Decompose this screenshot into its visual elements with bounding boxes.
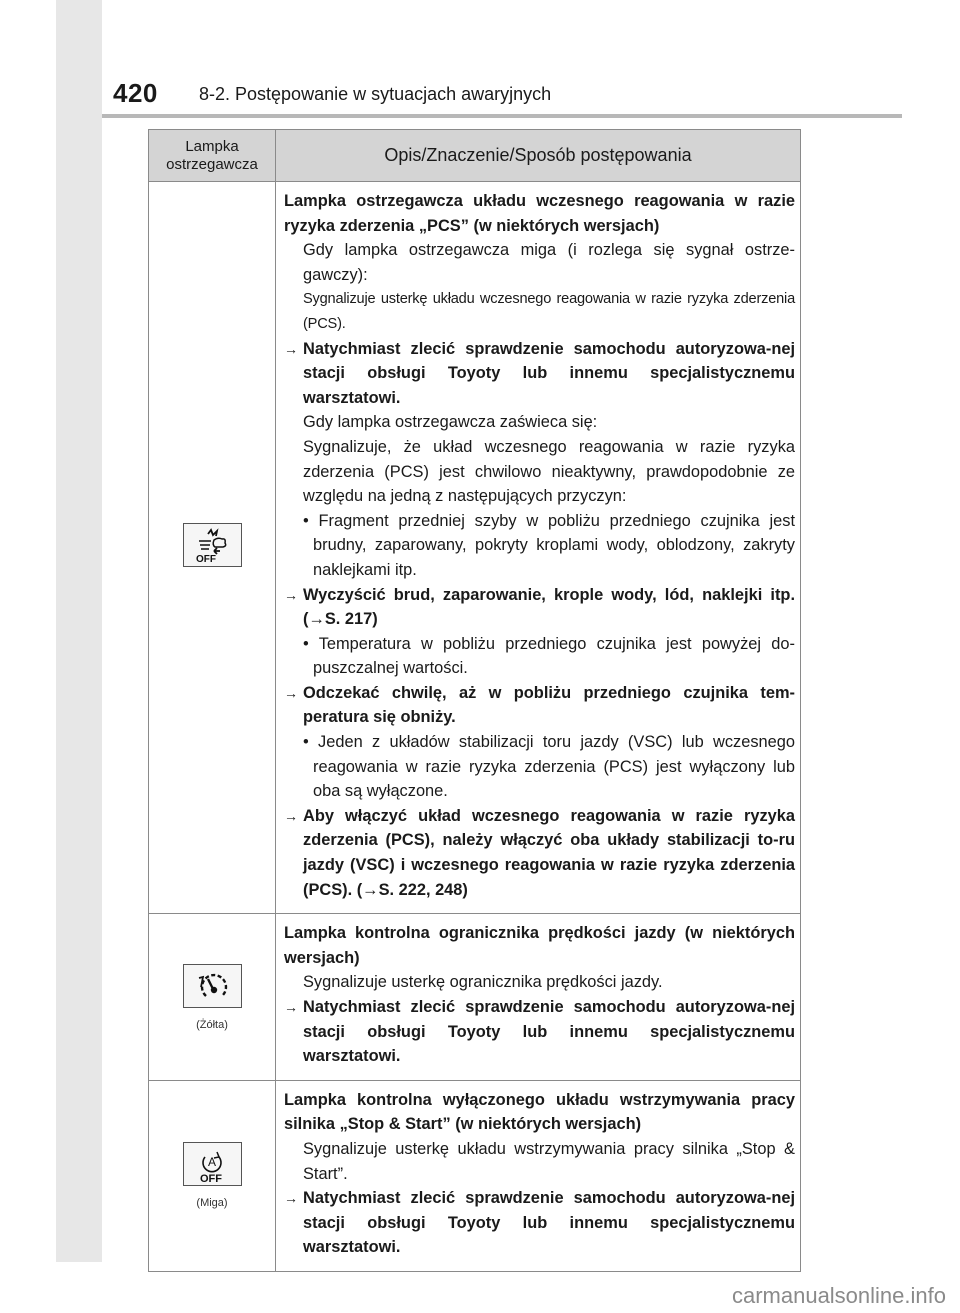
arrow-icon: → [284,999,298,1015]
description-paragraph: Sygnalizuje usterkę ogranicznika prędkości jazdy. [303,973,663,992]
margin-band [56,0,102,1262]
arrow-icon: → [284,1190,298,1207]
action-instruction: → Natychmiast zlecić sprawdzenie samochodu autoryzowa-nej stacji obsługi Toyoty lub innemu specjalistycznemu warsztatowi. [284,995,795,1069]
action-instruction: → Natychmiast zlecić sprawdzenie samochodu autoryzowa-nej stacji obsługi Toyoty lub innemu specjalistycznemu warsztatowi. [284,337,795,411]
watermark: carmanualsonline.info [731,1283,946,1308]
description-paragraph: Sygnalizuje usterkę układu wstrzymywania pracy silnika „Stop & Start”. [303,1139,795,1183]
action-instruction: → Natychmiast zlecić sprawdzenie samochodu autoryzowa-nej stacji obsługi Toyoty lub innemu specjalistycznemu warsztatowi. [284,1186,795,1260]
lamp-title: Lampka kontrolna wyłączonego układu wstrzymywania pracy silnika „Stop & Start” (w niektórych wersjach) [284,1090,795,1134]
lamp-cell [149,1080,276,1271]
description-paragraph: Sygnalizuje, że układ wczesnego reagowania w razie ryzyka zderzenia (PCS) jest chwilowo nieaktywny, prawdopodobnie ze względu na jedną z następujących przyczyn: [303,437,795,506]
arrow-icon: → [284,807,298,824]
lamp-color-caption: (Żółta) [196,1018,228,1031]
action-instruction: → Aby włączyć układ wczesnego reagowania w razie ryzyka zderzenia (PCS), należy włączyć oba układy stabilizacji to-ru jazdy (VSC) i wczesnego reagowania w razie ryzyka zderzenia (PCS). (→S. 222, 248) [284,804,795,902]
column-header-lamp: Lampka ostrzegawcza [149,130,276,182]
cause-bullet: • Fragment przedniej szyby w pobliżu przedniego czujnika jest brudny, zaparowany, pokryty kroplami wody, oblodzony, zakryty naklejkami itp. [303,511,795,579]
description-cell [276,182,801,914]
table-header-row [149,130,801,182]
warning-lamp-table [148,129,801,1272]
table-row [149,182,801,914]
description-paragraph: Sygnalizuje usterkę układu wczesnego reagowania w razie ryzyka zderzenia (PCS). [303,291,795,332]
lamp-cell [149,182,276,914]
table-row [149,914,801,1081]
arrow-icon: → [284,340,298,357]
stop-start-off-icon [183,1142,242,1186]
description-cell [276,914,801,1081]
cause-bullet: • Jeden z układów stabilizacji toru jazdy (VSC) lub wczesnego reagowania w razie ryzyka zderzenia (PCS) jest wyłączony lub oba są wyłączone. [303,733,795,801]
description-paragraph: Gdy lampka ostrzegawcza miga (i rozlega się sygnał ostrze-gawczy): [303,241,795,284]
lamp-cell [149,914,276,1081]
table-row [149,1080,801,1271]
pcs-off-icon [183,523,242,567]
column-header-description: Opis/Znaczenie/Sposób postępowania [276,130,801,182]
description-paragraph: Gdy lampka ostrzegawcza zaświeca się: [303,413,598,432]
action-instruction: → Wyczyścić brud, zaparowanie, krople wody, lód, naklejki itp. (→S. 217) [284,583,795,632]
svg-text:A: A [207,1155,216,1170]
description-cell [276,1080,801,1271]
svg-text:OFF: OFF [199,1173,222,1186]
action-instruction: → Odczekać chwilę, aż w pobliżu przedniego czujnika tem-peratura się obniży. [284,681,795,730]
arrow-icon: → [284,684,298,701]
cause-bullet: • Temperatura w pobliżu przedniego czujnika jest powyżej do-puszczalnej wartości. [303,634,795,678]
lamp-color-caption: (Miga) [196,1197,228,1210]
speed-limiter-icon [183,964,242,1008]
lamp-title: Lampka ostrzegawcza układu wczesnego reagowania w razie ryzyka zderzenia „PCS” (w niektórych wersjach) [284,192,795,235]
lamp-title: Lampka kontrolna ogranicznika prędkości jazdy (w niektórych wersjach) [284,924,795,967]
header-rule [102,114,902,118]
svg-text:OFF: OFF [195,554,216,566]
page-number: 420 [113,78,158,108]
section-title: 8-2. Postępowanie w sytuacjach awaryjnych [199,84,552,104]
arrow-icon: → [284,586,298,603]
